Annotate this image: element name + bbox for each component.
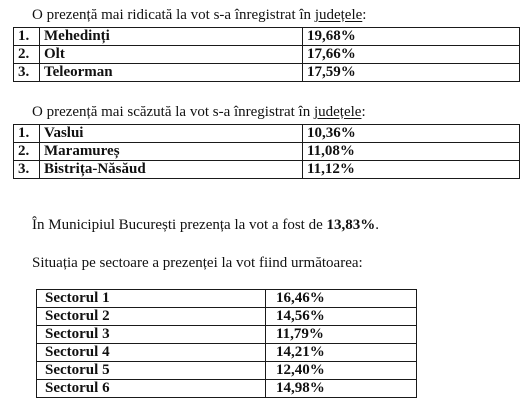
table-row: [37, 308, 417, 326]
sector-name: Sectorul 4: [37, 344, 266, 362]
county-name: Mehedinți: [40, 28, 303, 46]
table-row: [37, 362, 417, 380]
turnout-value: 17,59%: [303, 64, 520, 82]
table-row: [14, 143, 520, 161]
table-row: [14, 46, 520, 64]
highest-heading-underlined: județele: [314, 7, 363, 23]
turnout-value: 11,08%: [303, 143, 520, 161]
sector-value: 12,40%: [266, 362, 417, 380]
row-number: 1.: [14, 28, 40, 46]
bucharest-turnout-paragraph: [32, 216, 379, 234]
bucharest-value: 13,83%: [326, 217, 376, 233]
sector-name: Sectorul 5: [37, 362, 266, 380]
lowest-turnout-heading: [32, 103, 366, 121]
turnout-value: 11,12%: [303, 161, 520, 179]
highest-heading-colon: :: [362, 7, 367, 23]
row-number: 3.: [14, 161, 40, 179]
sector-value: 14,98%: [266, 380, 417, 398]
lowest-heading-colon: :: [361, 104, 366, 120]
sectors-intro: Situația pe sectoare a prezenței la vot fiind următoarea:: [32, 255, 363, 271]
lowest-heading-underlined: județele: [313, 104, 362, 120]
highest-turnout-table: [13, 27, 520, 82]
row-number: 2.: [14, 46, 40, 64]
sector-name: Sectorul 2: [37, 308, 266, 326]
bucharest-end: .: [375, 217, 379, 233]
sectors-table: [36, 289, 417, 398]
table-row: [37, 290, 417, 308]
table-row: [14, 125, 520, 143]
row-number: 3.: [14, 64, 40, 82]
sector-value: 14,21%: [266, 344, 417, 362]
county-name: Bistrița-Năsăud: [40, 161, 303, 179]
row-number: 2.: [14, 143, 40, 161]
table-row: [14, 28, 520, 46]
lowest-heading-text: O prezență mai scăzută la vot s-a înregistrat în: [32, 104, 314, 120]
table-row: [37, 326, 417, 344]
turnout-value: 10,36%: [303, 125, 520, 143]
sector-name: Sectorul 1: [37, 290, 266, 308]
highest-turnout-heading: [32, 6, 366, 24]
table-row: [37, 344, 417, 362]
turnout-value: 17,66%: [303, 46, 520, 64]
sector-name: Sectorul 6: [37, 380, 266, 398]
highest-heading-text: O prezență mai ridicată la vot s-a înregistrat în: [32, 7, 315, 23]
sector-value: 16,46%: [266, 290, 417, 308]
row-number: 1.: [14, 125, 40, 143]
turnout-value: 19,68%: [303, 28, 520, 46]
county-name: Olt: [40, 46, 303, 64]
county-name: Vaslui: [40, 125, 303, 143]
table-row: [14, 161, 520, 179]
sector-value: 11,79%: [266, 326, 417, 344]
county-name: Maramureș: [40, 143, 303, 161]
sector-name: Sectorul 3: [37, 326, 266, 344]
lowest-turnout-table: [13, 124, 520, 179]
table-row: [37, 380, 417, 398]
bucharest-text: În Municipiul București prezența la vot a fost de: [32, 217, 327, 233]
sector-value: 14,56%: [266, 308, 417, 326]
county-name: Teleorman: [40, 64, 303, 82]
table-row: [14, 64, 520, 82]
